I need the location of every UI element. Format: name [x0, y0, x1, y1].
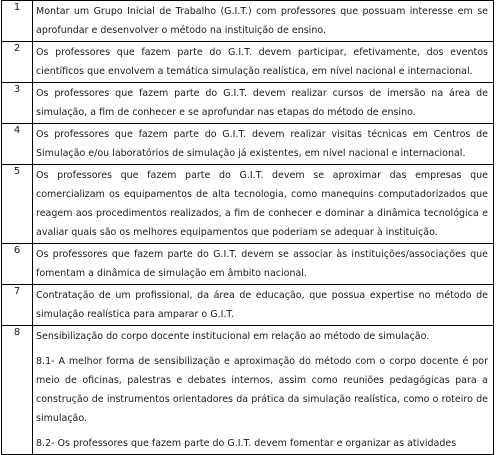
- recommendations-table: [1, 0, 494, 455]
- row-text: Os professores que fazem parte do G.I.T. devem se associar às instituições/associações que fomentam a dinâmica de simulação em âmbito nacional.: [36, 249, 488, 279]
- row-number: 3: [2, 83, 33, 124]
- table-row: [2, 124, 494, 165]
- row-number: 2: [2, 42, 33, 83]
- row-text-cell: [33, 1, 494, 42]
- table-row: [2, 42, 494, 83]
- row-number: 1: [2, 1, 33, 42]
- row-text: Contratação de um profissional, da área de educação, que possua expertise no método de simulação realística para amparar o G.I.T.: [36, 290, 488, 320]
- table-row: [2, 83, 494, 124]
- row-number: 6: [2, 244, 33, 285]
- row-text-cell: [33, 165, 494, 244]
- row-text: Os professores que fazem parte do G.I.T. devem se aproximar das empresas que comercializam os equipamentos de alta tecnologia, como manequins computadorizados que reagem aos procedimentos realizados, a fim de conhecer e dominar a dinâmica tecnológica e avaliar quais são os melhores equipamentos que poderiam se adequar à instituição.: [36, 170, 488, 238]
- row-text-cell: [33, 326, 494, 455]
- row-text-cell: [33, 124, 494, 165]
- row-text-cell: [33, 285, 494, 326]
- row-text: Montar um Grupo Inicial de Trabalho (G.I.T.) com professores que possuam interesse em se aprofundar e desenvolver o método na instituição de ensino.: [36, 6, 488, 36]
- row-subitem-8-2: 8.2- Os professores que fazem parte do G.I.T. devem fomentar e organizar as atividades: [36, 438, 457, 449]
- row-text: Os professores que fazem parte do G.I.T. devem participar, efetivamente, dos eventos científicos que envolvem a temática simulação realística, em nível nacional e internacional.: [36, 47, 488, 77]
- row-text-cell: [33, 42, 494, 83]
- row-text-cell: [33, 244, 494, 285]
- row-text: Os professores que fazem parte do G.I.T. devem realizar cursos de imersão na área de simulação, a fim de conhecer e se aprofundar nas etapas do método de ensino.: [36, 88, 488, 118]
- row-number: 8: [2, 326, 33, 455]
- table-row: [2, 285, 494, 326]
- row-number: 7: [2, 285, 33, 326]
- row-text-cell: [33, 83, 494, 124]
- row-text: Sensibilização do corpo docente institucional em relação ao método de simulação.: [36, 331, 430, 342]
- table-row: [2, 1, 494, 42]
- table-row: [2, 244, 494, 285]
- table-row: [2, 326, 494, 455]
- table-row: [2, 165, 494, 244]
- row-number: 4: [2, 124, 33, 165]
- row-text: Os professores que fazem parte do G.I.T. devem realizar visitas técnicas em Centros de Simulação e/ou laboratórios de simulação já existentes, em nível nacional e internacional.: [36, 129, 488, 159]
- row-number: 5: [2, 165, 33, 244]
- row-subitem-8-1: 8.1- A melhor forma de sensibilização e aproximação do método com o corpo docente é por meio de oficinas, palestras e debates internos, assim como reuniões pedagógicas para a construção de instrumentos orientadores da prática da simulação realística, como o roteiro de simulação.: [36, 356, 488, 424]
